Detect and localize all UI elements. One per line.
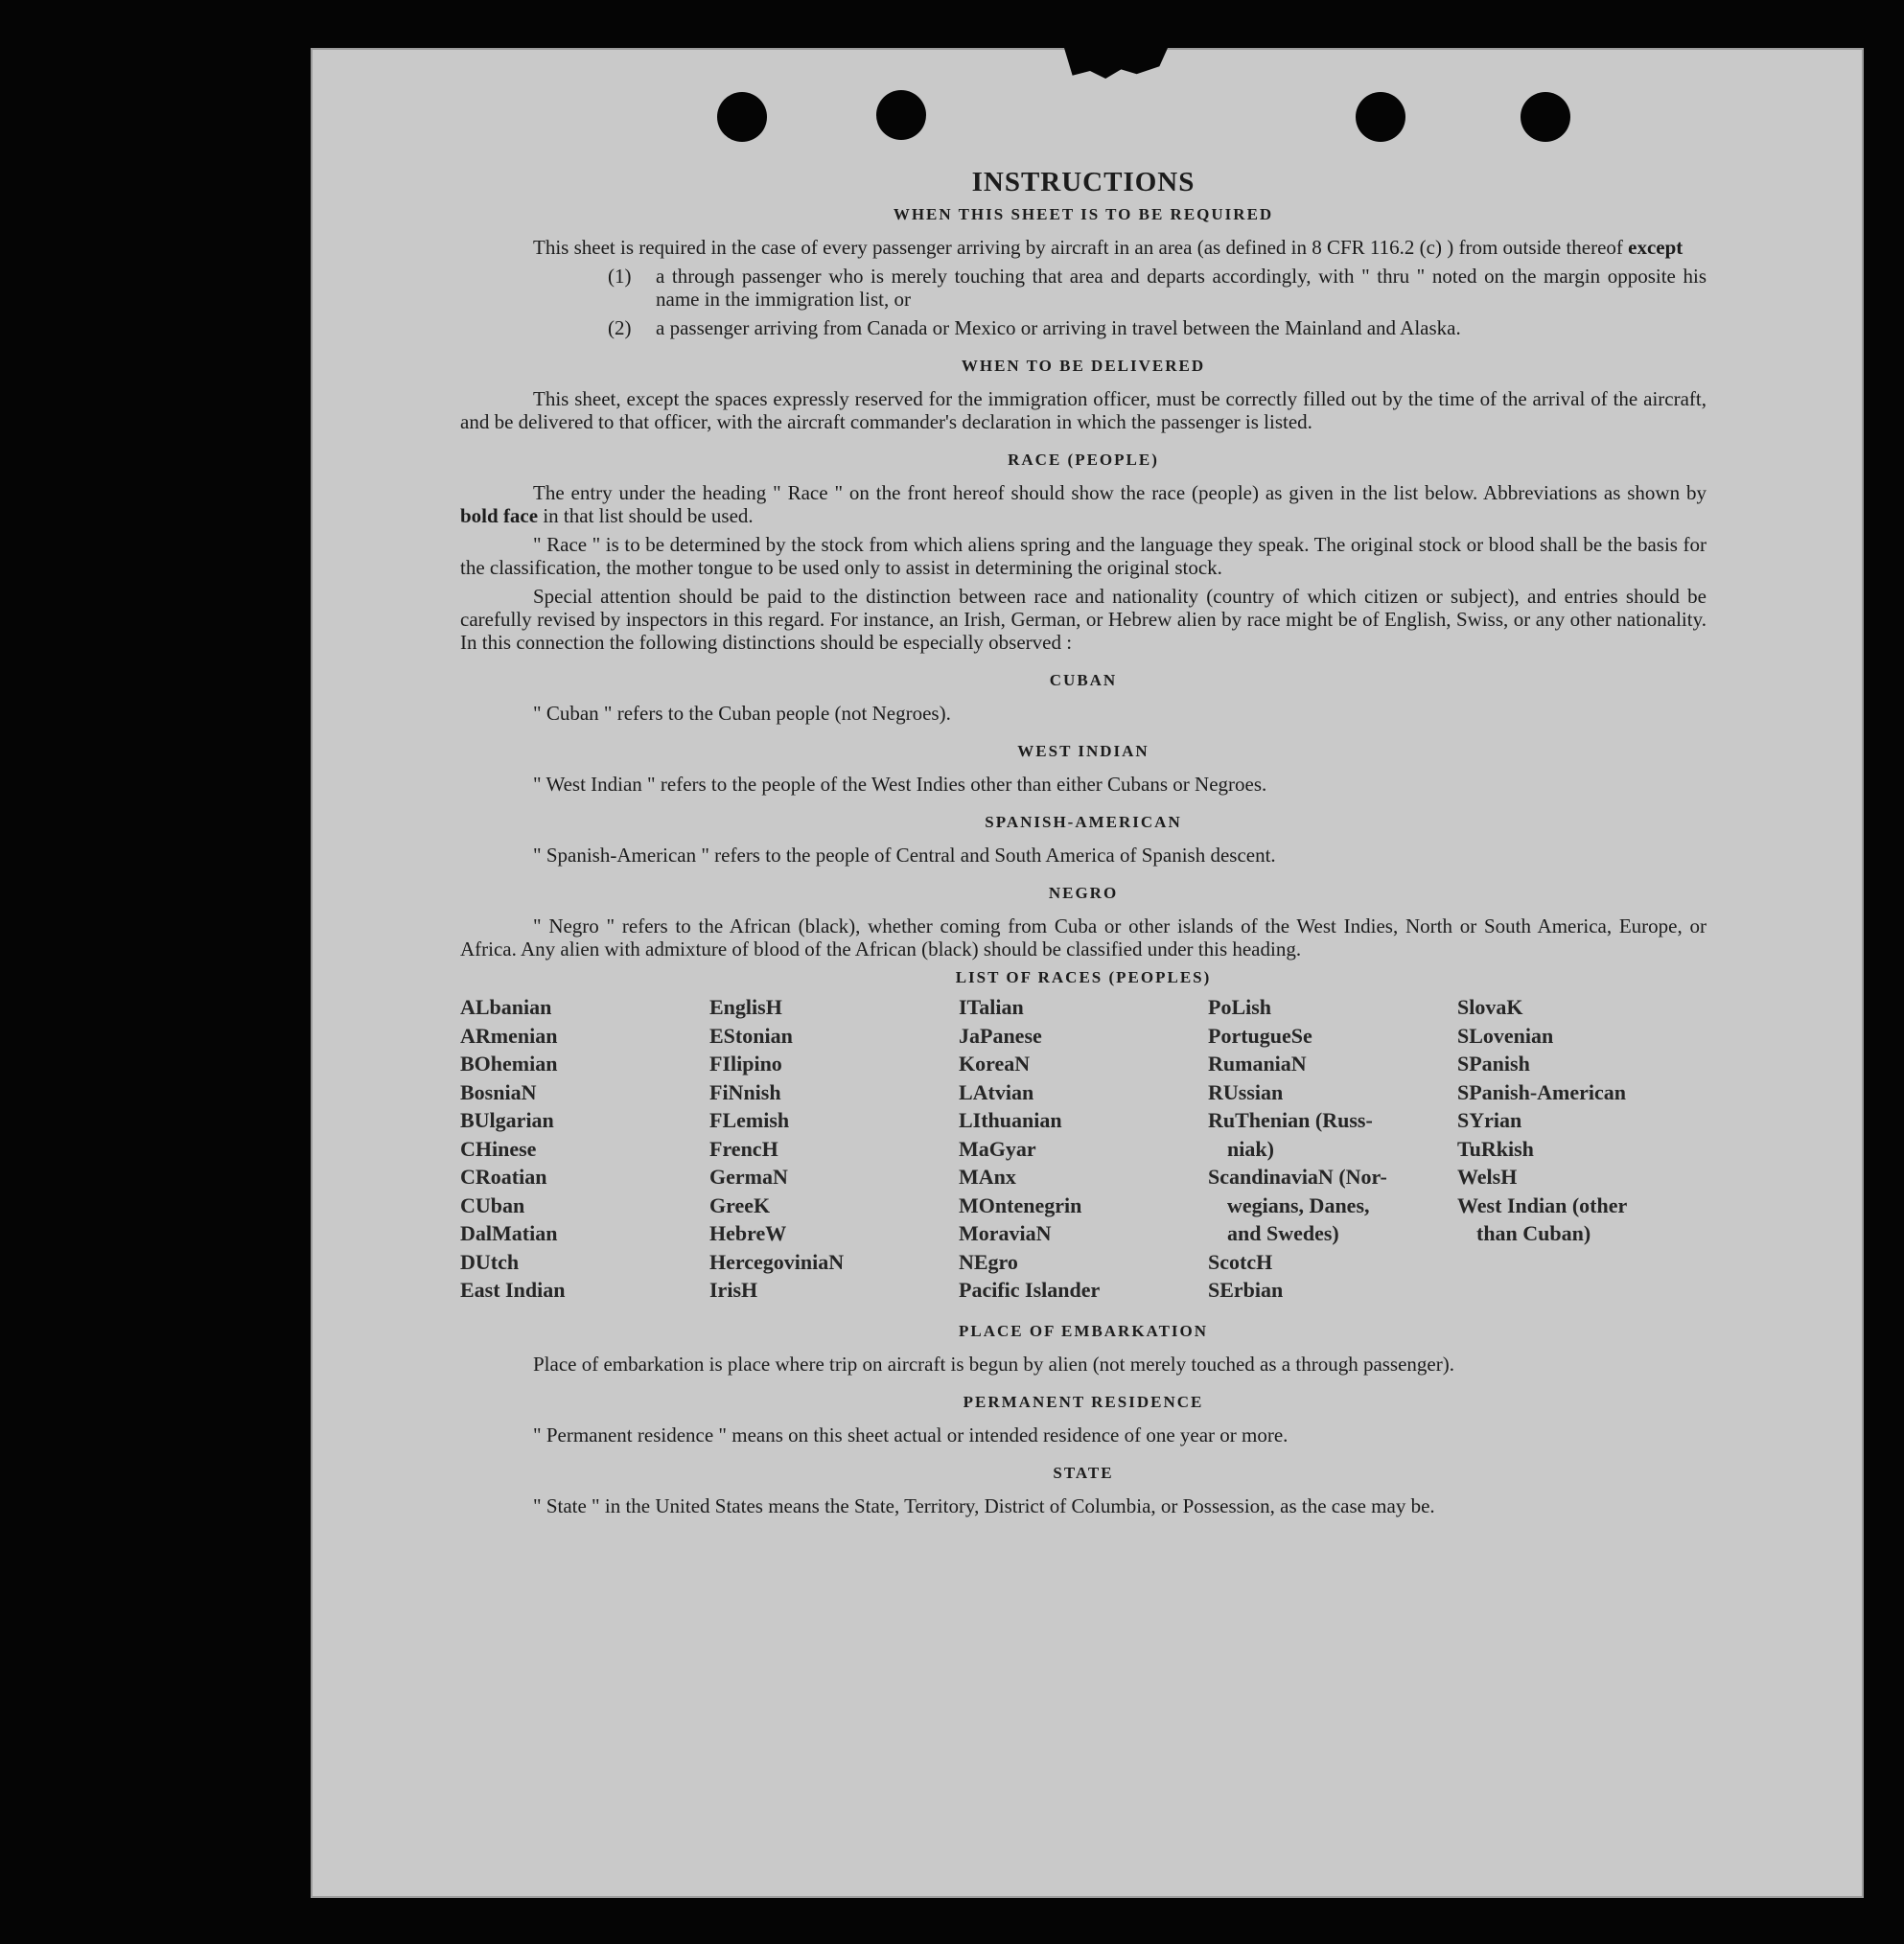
paragraph: Place of embarkation is place where trip on aircraft is begun by alien (not merely touched as a through passenger).	[533, 1352, 1454, 1376]
race-entry: HebreW	[709, 1221, 787, 1245]
race-column	[460, 993, 709, 1305]
race-entry: LAtvian	[959, 1079, 1034, 1104]
race-entry: ARmenian	[460, 1023, 558, 1048]
race-entry: JaPanese	[959, 1023, 1042, 1048]
paragraph: This sheet, except the spaces expressly reserved for the immigration officer, must be correctly filled out by the time of the arrival of the aircraft, and be delivered to that officer, with the aircraft commander's declaration in which the passenger is listed.	[460, 387, 1707, 433]
race-entry: HercegoviniaN	[709, 1249, 845, 1274]
race-entry: SlovaK	[1457, 995, 1523, 1019]
paragraph: " Race " is to be determined by the stock from which aliens spring and the language they speak. The original stock or blood shall be the basis for the classification, the mother tongue to be used only to assist in determining the original stock.	[460, 533, 1707, 579]
paragraph: " Cuban " refers to the Cuban people (not Negroes).	[533, 702, 951, 725]
race-entry: DalMatian	[460, 1221, 558, 1245]
race-entry: MaGyar	[959, 1136, 1036, 1161]
race-entry: CHinese	[460, 1136, 537, 1161]
paragraph: The entry under the heading " Race " on the front hereof should show the race (people) as given in the list below. Abbreviations as shown by bold face in that list should be used.	[460, 481, 1707, 527]
race-entry: DUtch	[460, 1249, 520, 1274]
race-entry: KoreaN	[959, 1052, 1031, 1076]
section-heading: WHEN TO BE DELIVERED	[961, 357, 1206, 375]
race-entry: RumaniaN	[1208, 1052, 1307, 1076]
punch-hole	[1521, 92, 1570, 142]
list-item: (2) a passenger arriving from Canada or Mexico or arriving in travel between the Mainland and Alaska.	[608, 316, 1461, 339]
race-entry: EnglisH	[709, 995, 782, 1019]
race-entry: PortugueSe	[1208, 1023, 1312, 1048]
race-entry: RUssian	[1208, 1079, 1284, 1104]
race-entry: GreeK	[709, 1192, 771, 1217]
race-entry: BosniaN	[460, 1079, 537, 1104]
race-entry: CRoatian	[460, 1165, 547, 1189]
torn-edge	[1064, 48, 1168, 79]
race-entry: FrencH	[709, 1136, 778, 1161]
race-entry: wegians, Danes,	[1227, 1192, 1370, 1217]
race-entry: BOhemian	[460, 1052, 558, 1076]
race-entry: FIlipino	[709, 1052, 782, 1076]
paragraph: " Permanent residence " means on this sheet actual or intended residence of one year or more.	[533, 1423, 1289, 1446]
section-heading: STATE	[1053, 1463, 1114, 1482]
race-entry: ScandinaviaN (Nor-	[1208, 1165, 1387, 1189]
race-entry: TuRkish	[1457, 1136, 1534, 1161]
document-page	[311, 48, 1864, 1898]
race-entry: ITalian	[959, 995, 1024, 1019]
race-entry: SPanish-American	[1457, 1079, 1626, 1104]
section-heading: PLACE OF EMBARKATION	[958, 1321, 1209, 1340]
section-heading: RACE (PEOPLE)	[1008, 451, 1159, 469]
race-entry: WelsH	[1457, 1165, 1518, 1189]
race-list	[460, 993, 1707, 1305]
section-heading: WHEN THIS SHEET IS TO BE REQUIRED	[893, 205, 1274, 223]
race-entry: SPanish	[1457, 1052, 1530, 1076]
page-title: INSTRUCTIONS	[971, 167, 1196, 197]
race-entry: East Indian	[460, 1278, 566, 1302]
race-entry: SErbian	[1208, 1278, 1284, 1302]
race-column	[1208, 993, 1457, 1305]
race-column	[709, 993, 959, 1305]
race-entry: ALbanian	[460, 995, 552, 1019]
race-entry: MAnx	[959, 1165, 1016, 1189]
race-entry: West Indian (other	[1457, 1192, 1628, 1217]
punch-hole	[1356, 92, 1405, 142]
instructions-text	[460, 167, 1707, 1523]
section-heading: SPANISH-AMERICAN	[985, 813, 1182, 831]
race-entry: GermaN	[709, 1165, 788, 1189]
race-entry: niak)	[1227, 1136, 1274, 1161]
race-entry: Pacific Islander	[959, 1278, 1101, 1302]
race-entry: CUban	[460, 1192, 525, 1217]
race-entry: FLemish	[709, 1108, 790, 1132]
race-column	[959, 993, 1208, 1305]
race-entry: BUlgarian	[460, 1108, 554, 1132]
list-item: (1) a through passenger who is merely touching that area and departs accordingly, with " thru " noted on the margin opposite his name in the immigration list, or	[608, 265, 1707, 311]
paragraph: This sheet is required in the case of every passenger arriving by aircraft in an area (as defined in 8 CFR 116.2 (c) ) from outside thereof except	[533, 236, 1683, 259]
section-heading: NEGRO	[1048, 884, 1119, 902]
race-entry: IrisH	[709, 1278, 758, 1302]
race-entry: FiNnish	[709, 1079, 781, 1104]
race-entry: SLovenian	[1457, 1023, 1554, 1048]
race-entry: and Swedes)	[1227, 1221, 1339, 1245]
paragraph: " State " in the United States means the State, Territory, District of Columbia, or Possession, as the case may be.	[533, 1493, 1435, 1517]
race-column	[1457, 993, 1707, 1305]
paragraph: Special attention should be paid to the distinction between race and nationality (country of which citizen or subject), and entries should be carefully revised by inspectors in this regard. For instance, an Irish, German, or Hebrew alien by race might be of English, Swiss, or any other nationality. In this connection the following distinctions should be especially observed :	[460, 585, 1707, 654]
race-entry: EStonian	[709, 1023, 793, 1048]
race-entry: MOntenegrin	[959, 1192, 1082, 1217]
punch-hole	[876, 90, 926, 140]
section-heading: LIST OF RACES (PEOPLES)	[955, 968, 1212, 986]
race-entry: SYrian	[1457, 1108, 1522, 1132]
section-heading: WEST INDIAN	[1017, 742, 1149, 760]
section-heading: CUBAN	[1049, 671, 1118, 689]
race-entry: than Cuban)	[1476, 1221, 1591, 1245]
punch-hole	[717, 92, 767, 142]
race-entry: RuThenian (Russ-	[1208, 1108, 1373, 1132]
race-entry: LIthuanian	[959, 1108, 1062, 1132]
race-entry: PoLish	[1208, 995, 1272, 1019]
race-entry: MoraviaN	[959, 1221, 1052, 1245]
paragraph: " Negro " refers to the African (black), whether coming from Cuba or other islands of the West Indies, North or South America, Europe, or Africa. Any alien with admixture of blood of the African (black) should be classified under this heading.	[460, 914, 1707, 960]
paragraph: " West Indian " refers to the people of the West Indies other than either Cubans or Negroes.	[533, 773, 1267, 796]
paragraph: " Spanish-American " refers to the people of Central and South America of Spanish descent.	[533, 844, 1276, 867]
race-entry: ScotcH	[1208, 1249, 1273, 1274]
section-heading: PERMANENT RESIDENCE	[963, 1392, 1204, 1411]
race-entry: NEgro	[959, 1249, 1018, 1274]
